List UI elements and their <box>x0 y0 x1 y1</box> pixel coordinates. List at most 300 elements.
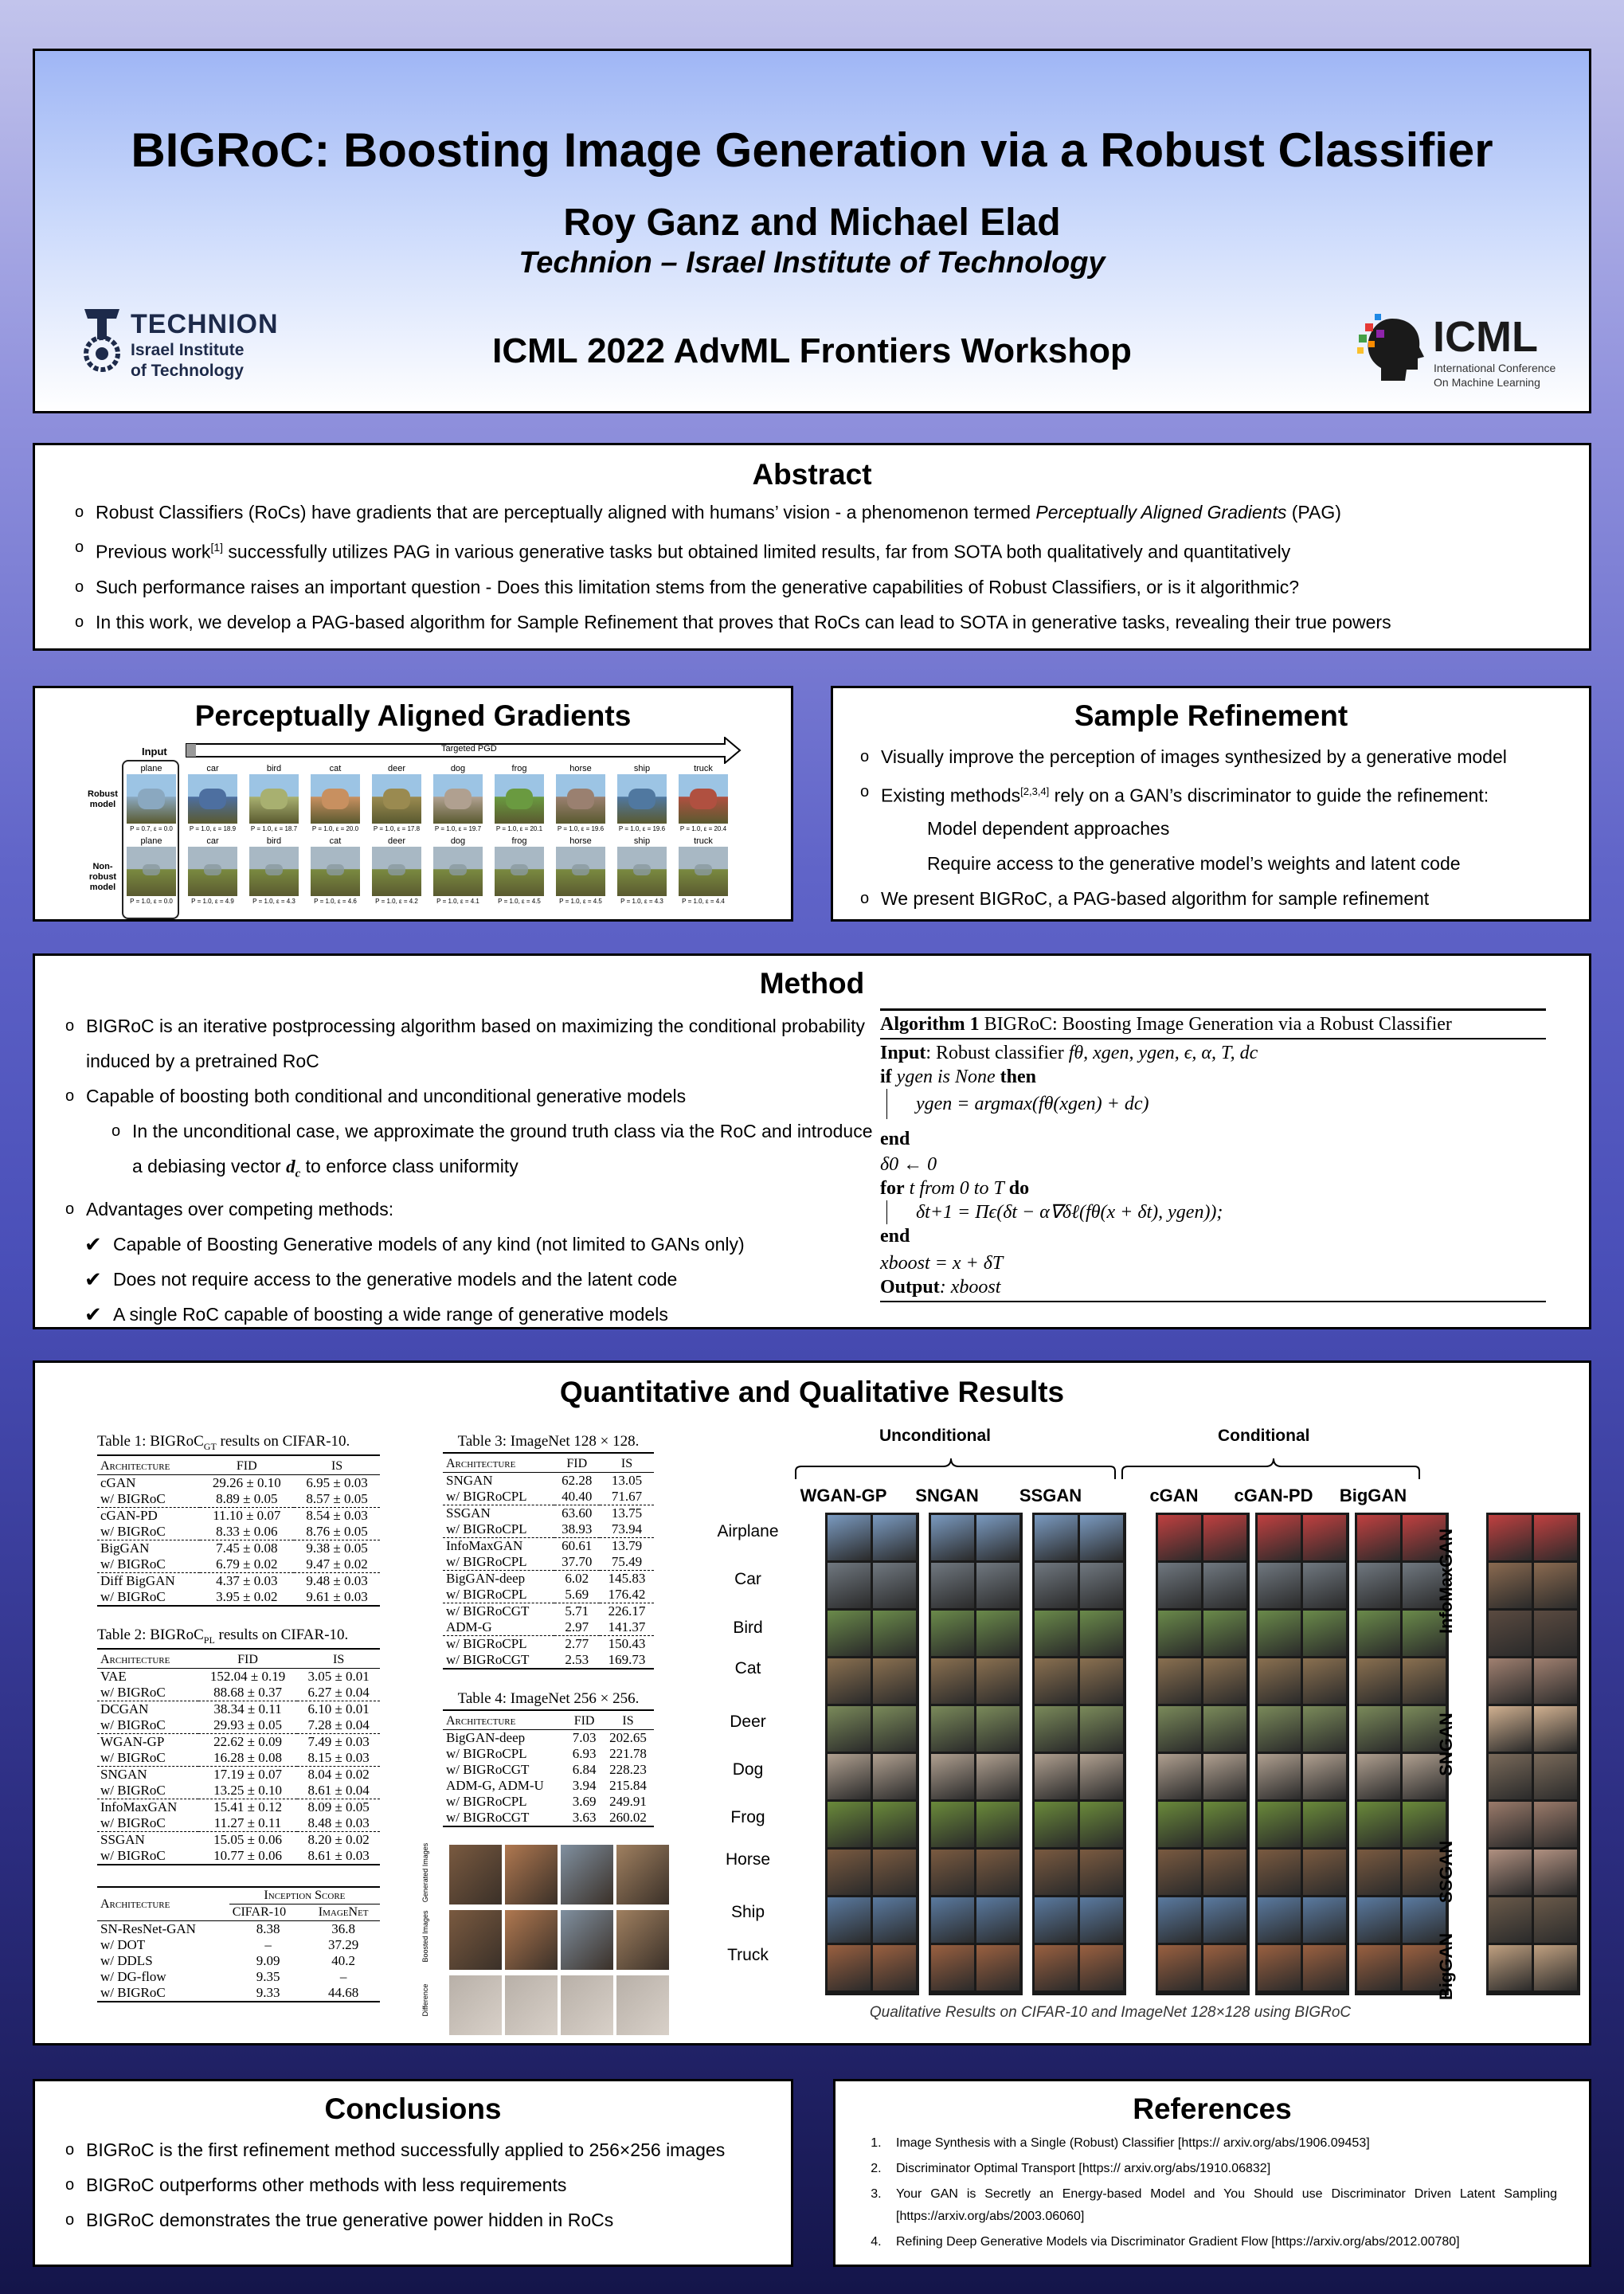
pag-image <box>679 774 728 824</box>
table-cell: w/ BIGRoC <box>100 1588 166 1604</box>
icml-logo-line1: International Conference <box>1434 362 1556 374</box>
qual-column-header: cGAN-PD <box>1234 1486 1313 1505</box>
references-list <box>885 2132 1557 2253</box>
table-row <box>443 1505 654 1522</box>
qual-image <box>1035 1897 1078 1943</box>
abstract-title: Abstract <box>752 458 872 491</box>
table-cell: w/ BIGRoC <box>97 1556 200 1573</box>
table-cell: w/ DDLS <box>100 1953 153 1968</box>
qual-image <box>1258 1897 1301 1943</box>
qual-side-label: InfoMaxGAN <box>1436 1529 1456 1634</box>
table-row <box>443 1571 654 1587</box>
qual-image <box>931 1754 974 1799</box>
table-cell: 6.95 ± 0.03 <box>294 1474 380 1491</box>
table-row <box>443 1473 654 1490</box>
small-grid-image <box>505 1845 558 1904</box>
table-cell: 141.37 <box>600 1619 654 1636</box>
pag-image <box>311 847 360 896</box>
table-cell: 9.61 ± 0.03 <box>306 1588 368 1604</box>
table-cell: w/ BIGRoC <box>97 1783 198 1799</box>
small-grid-label: Boosted Images <box>421 1910 429 1963</box>
table-cell: 150.43 <box>608 1636 646 1651</box>
table-cell: 8.61 ± 0.04 <box>297 1783 380 1799</box>
qual-image <box>1080 1611 1123 1656</box>
table-cell: 88.68 ± 0.37 <box>198 1685 297 1701</box>
qual-image <box>1080 1563 1123 1608</box>
qual-image <box>1158 1563 1201 1608</box>
qual-caption: Qualitative Results on CIFAR-10 and ImageNet 128×128 using BIGRoC <box>869 2004 1352 2021</box>
table-row <box>97 1540 380 1556</box>
qual-image <box>1489 1658 1532 1704</box>
table-cell: 2.77 <box>565 1636 589 1651</box>
pag-image <box>433 847 483 896</box>
pag-caption: P = 1.0, ε = 4.2 <box>375 898 418 905</box>
table-cell: w/ BIGRoC <box>100 1847 166 1863</box>
table-row <box>97 1985 380 2002</box>
table-cell: 2.53 <box>565 1652 589 1667</box>
qual-column-header: cGAN <box>1149 1486 1199 1505</box>
table-cell: 9.09 <box>256 1953 280 1968</box>
table-cell: 9.47 ± 0.02 <box>294 1556 380 1573</box>
table-row <box>443 1794 654 1810</box>
qual-image <box>828 1897 871 1943</box>
method-item: o Advantages over competing methods: <box>57 1192 886 1227</box>
poster-affiliation: Technion – Israel Institute of Technology <box>519 246 1105 280</box>
technion-logo <box>81 304 288 392</box>
table-cell: 10.77 ± 0.06 <box>213 1847 282 1863</box>
qual-image <box>1303 1802 1346 1847</box>
icml-head-icon <box>1357 312 1429 384</box>
table-cell: w/ BIGRoC <box>97 1685 198 1701</box>
table-cell: cGAN-PD <box>100 1507 158 1523</box>
table-row <box>97 1474 380 1491</box>
qual-image <box>828 1754 871 1799</box>
table-cell: 8.54 ± 0.03 <box>306 1507 368 1523</box>
qual-image <box>873 1850 916 1895</box>
icml-logo <box>1357 312 1564 400</box>
pag-caption: P = 1.0, ε = 4.4 <box>682 898 725 905</box>
table-cell: w/ BIGRoC <box>97 1750 198 1767</box>
algorithm-for-body: δt+1 = Πϵ(δt − α∇δℓ(fθ(x + δt), ygen)); <box>886 1200 1546 1224</box>
table-cell: 7.45 ± 0.08 <box>216 1540 278 1556</box>
table-cell: 8.04 ± 0.02 <box>307 1766 370 1782</box>
qual-column-header: SSGAN <box>1019 1486 1082 1505</box>
algorithm-end2: end <box>880 1226 910 1247</box>
qual-image <box>1303 1515 1346 1560</box>
table-cell: VAE <box>97 1668 198 1685</box>
small-grid-image <box>561 1845 613 1904</box>
qual-image <box>1203 1658 1246 1704</box>
qual-image <box>828 1611 871 1656</box>
table-2 <box>97 1627 380 1865</box>
table-cell: 63.60 <box>562 1505 593 1521</box>
algorithm-if-body: ygen = argmax(fθ(xgen) + dc) <box>886 1089 1546 1119</box>
poster-venue: ICML 2022 AdvML Frontiers Workshop <box>492 331 1132 370</box>
method-check-item: ✔ A single RoC capable of boosting a wide range of generative models <box>84 1297 886 1332</box>
pag-class-label: horse <box>569 836 592 846</box>
table-cell: 169.73 <box>608 1652 646 1667</box>
table-cell: w/ BIGRoCGT <box>446 1652 530 1667</box>
table-row <box>97 1921 380 1938</box>
small-grid-image <box>561 1910 613 1970</box>
qual-image <box>828 1945 871 1991</box>
table-cell: 3.94 <box>572 1778 597 1793</box>
table-cell: 13.05 <box>600 1473 654 1490</box>
qual-image <box>1357 1850 1400 1895</box>
technion-logo-line1: Israel Institute <box>131 341 245 359</box>
pag-image <box>433 774 483 824</box>
table-row <box>443 1636 654 1653</box>
pag-caption: P = 0.7, ε = 0.0 <box>130 825 173 832</box>
pag-image <box>188 774 237 824</box>
qual-image <box>1303 1706 1346 1752</box>
qual-row-label: Deer <box>730 1713 766 1731</box>
qual-image <box>976 1850 1019 1895</box>
pag-pgd-label: Targeted PGD <box>441 744 497 754</box>
pag-class-label: dog <box>450 836 466 846</box>
group-unconditional-label: Unconditional <box>879 1427 991 1445</box>
qual-image <box>1258 1802 1301 1847</box>
qual-image <box>931 1802 974 1847</box>
pag-class-label: ship <box>633 836 651 846</box>
qual-image <box>1080 1706 1123 1752</box>
table-cell: 145.83 <box>608 1571 646 1586</box>
qual-image <box>1534 1897 1577 1943</box>
qual-image <box>1258 1658 1301 1704</box>
conclusions-panel <box>33 2079 793 2267</box>
qual-image <box>873 1802 916 1847</box>
group-conditional-label: Conditional <box>1218 1427 1310 1445</box>
table-cell: – <box>339 1969 347 1984</box>
algorithm-if: if ygen is None then <box>880 1067 1036 1087</box>
table-cell: 36.8 <box>307 1921 380 1938</box>
qual-image <box>873 1611 916 1656</box>
pag-caption: P = 1.0, ε = 4.5 <box>498 898 541 905</box>
table-cell: 6.79 ± 0.02 <box>200 1556 295 1573</box>
table-cell: w/ BIGRoC <box>97 1491 200 1508</box>
table-cell: 3.05 ± 0.01 <box>297 1668 380 1685</box>
table-cell: 7.49 ± 0.03 <box>307 1733 370 1749</box>
pag-image <box>495 774 544 824</box>
abstract-item: o Previous work[1] successfully utilizes PAG in various generative tasks but obtained limited results, far from SOTA both qualitatively and quantitatively <box>67 536 1589 563</box>
qual-image <box>828 1563 871 1608</box>
pag-image <box>617 774 667 824</box>
algorithm-box <box>880 1008 1546 1302</box>
table-cell: 8.09 ± 0.05 <box>307 1799 370 1814</box>
qual-image <box>1258 1515 1301 1560</box>
qual-image <box>931 1945 974 1991</box>
qual-image <box>976 1563 1019 1608</box>
qual-column-header: WGAN-GP <box>800 1486 887 1505</box>
algorithm-for: for t from 0 to T do <box>880 1178 1030 1199</box>
table-cell: 8.61 ± 0.03 <box>307 1847 370 1863</box>
pag-class-label: plane <box>140 836 162 846</box>
table-row <box>443 1762 654 1778</box>
qual-row-label: Ship <box>730 1903 765 1921</box>
sample-refinement-item: o Existing methods[2,3,4] rely on a GAN’s discriminator to guide the refinement: <box>852 781 1589 807</box>
table-cell: 16.28 ± 0.08 <box>198 1750 297 1767</box>
algorithm-boost: xboost = x + δT <box>880 1253 1004 1274</box>
qual-side-label: BigGAN <box>1436 1932 1456 2001</box>
qual-image <box>1357 1563 1400 1608</box>
sample-refinement-item: o We present BIGRoC, a PAG-based algorithm for sample refinement <box>852 887 1429 910</box>
qual-image <box>976 1611 1019 1656</box>
conclusion-item: o BIGRoC is the first refinement method successfully applied to 256×256 images <box>57 2139 791 2161</box>
conclusions-title: Conclusions <box>324 2092 502 2125</box>
qual-image <box>931 1563 974 1608</box>
table-cell: w/ BIGRoCPL <box>446 1794 527 1809</box>
table-cell: 38.34 ± 0.11 <box>213 1701 282 1717</box>
table-cell: 6.93 <box>572 1746 597 1761</box>
qual-image <box>1203 1706 1246 1752</box>
table-row <box>443 1489 654 1505</box>
qual-image <box>1080 1658 1123 1704</box>
qual-image <box>1258 1754 1301 1799</box>
table-row <box>97 1783 380 1799</box>
small-grid-image <box>616 1910 669 1970</box>
table-cell: 3.69 <box>572 1794 597 1809</box>
qual-image <box>931 1515 974 1560</box>
qual-image <box>1534 1850 1577 1895</box>
table-cell: 13.79 <box>611 1538 643 1553</box>
table-cell: InfoMaxGAN <box>446 1538 523 1553</box>
table-cell: 11.27 ± 0.11 <box>198 1815 297 1832</box>
sample-refinement-item: o Visually improve the perception of images synthesized by a generative model <box>852 746 1589 768</box>
pag-image <box>249 847 299 896</box>
qual-image <box>828 1802 871 1847</box>
imagenet-small-grid <box>417 1842 672 2040</box>
reference-item: 2. Discriminator Optimal Transport [https:// arxiv.org/abs/1910.06832] <box>885 2158 1557 2180</box>
qual-image <box>828 1850 871 1895</box>
table-row <box>97 1831 380 1848</box>
qual-row-label: Horse <box>725 1850 771 1869</box>
table-cell: Diff BigGAN <box>100 1572 175 1588</box>
table-cell: ADM-G, ADM-U <box>446 1778 544 1793</box>
qual-row-label: Bird <box>733 1619 763 1637</box>
table-cell: 215.84 <box>609 1778 647 1793</box>
table-cell: 75.49 <box>600 1554 654 1571</box>
qual-image <box>1158 1515 1201 1560</box>
pag-caption: P = 1.0, ε = 19.7 <box>434 825 482 832</box>
icml-logo-line2: On Machine Learning <box>1434 376 1540 389</box>
qual-image <box>873 1897 916 1943</box>
small-grid-image <box>449 1845 502 1904</box>
table-cell: 38.93 <box>554 1521 600 1538</box>
small-grid-image <box>616 1975 669 2035</box>
abstract-panel <box>33 443 1591 651</box>
poster-authors: Roy Ganz and Michael Elad <box>563 202 1061 244</box>
qual-image <box>873 1945 916 1991</box>
table-cell: – <box>264 1937 272 1952</box>
sample-refinement-title: Sample Refinement <box>1074 699 1348 732</box>
table-row <box>97 1799 380 1815</box>
qual-image <box>1035 1563 1078 1608</box>
table-cell: 29.93 ± 0.05 <box>198 1717 297 1734</box>
table-1-grid: Architecture FID IS cGAN 29.26 ± 0.10 6.95 ± 0.03 w/ BIGRoC 8.89 ± 0.05 8.57 ± 0.05 cGAN-PD 11.10 ± 0.07 8.54 ± 0.03 w/ BIGRoC 8.33 ± 0.06 8.76 ± 0.05 BigGAN 7.45 ± 0.08 9.38 ± 0.05 w/ BIGRoC 6.79 ± 0.02 9.47 ± 0.02 Diff BigGAN 4.37 ± 0.03 9.48 ± 0.03 w/ BIGRoC 3.95 ± 0.02 9.61 ± 0.03 <box>97 1458 380 1607</box>
table-cell: 3.95 ± 0.02 <box>216 1588 278 1604</box>
table-cell: BigGAN <box>100 1540 150 1556</box>
qual-image <box>1203 1611 1246 1656</box>
small-grid-label: Difference <box>421 1983 429 2017</box>
table-3 <box>443 1433 654 1670</box>
table-4-caption: Table 4: ImageNet 256 × 256. <box>443 1690 654 1711</box>
table-row <box>443 1521 654 1538</box>
table-1-caption: Table 1: BIGRoC$_{GT}$ results on CIFAR-10. <box>97 1433 380 1456</box>
conclusion-item: o BIGRoC demonstrates the true generative power hidden in RoCs <box>57 2209 791 2231</box>
pag-class-label: cat <box>329 836 342 846</box>
table-cell: SSGAN <box>446 1505 491 1521</box>
table-cell: 62.28 <box>554 1473 600 1490</box>
table-cell: BigGAN-deep <box>443 1730 566 1747</box>
qual-image <box>1489 1802 1532 1847</box>
qual-image <box>1534 1754 1577 1799</box>
table-2-grid: Architecture FID IS VAE 152.04 ± 0.19 3.05 ± 0.01 w/ BIGRoC 88.68 ± 0.37 6.27 ± 0.04 DCGAN 38.34 ± 0.11 6.10 ± 0.01 w/ BIGRoC 29.93 ± 0.05 7.28 ± 0.04 WGAN-GP 22.62 ± 0.09 7.49 ± 0.03 w/ BIGRoC 16.28 ± 0.08 8.15 ± 0.03 SNGAN 17.19 ± 0.07 8.04 ± 0.02 w/ BIGRoC 13.25 ± 0.10 8.61 ± 0.04 InfoMaxGAN 15.41 ± 0.12 8.09 ± 0.05 w/ BIGRoC 11.27 ± 0.11 8.48 ± 0.03 SSGAN 15.05 ± 0.06 8.20 ± 0.02 w/ BIGRoC 10.77 ± 0.06 8.61 ± 0.03 <box>97 1652 380 1865</box>
table-cell: 29.26 ± 0.10 <box>200 1474 295 1491</box>
qual-image <box>1534 1658 1577 1704</box>
qual-image <box>1158 1897 1201 1943</box>
table-row <box>97 1556 380 1573</box>
qual-row-label: Cat <box>734 1659 761 1677</box>
conclusion-item: o BIGRoC outperforms other methods with less requirements <box>57 2174 791 2196</box>
table-row <box>443 1538 654 1555</box>
table-cell: 44.68 <box>328 1985 359 2000</box>
qual-image <box>1080 1850 1123 1895</box>
qual-image <box>1158 1611 1201 1656</box>
pag-class-label: deer <box>387 836 406 846</box>
qual-image <box>1203 1945 1246 1991</box>
qual-image <box>976 1897 1019 1943</box>
table-row <box>443 1652 654 1669</box>
table-row <box>97 1701 380 1717</box>
pag-image <box>495 847 544 896</box>
pag-image <box>249 774 299 824</box>
header-panel <box>33 49 1591 413</box>
table-2-caption: Table 2: BIGRoC$_{PL}$ results on CIFAR-10. <box>97 1627 380 1650</box>
qual-image <box>1303 1945 1346 1991</box>
table-row <box>97 1507 380 1524</box>
table-cell: 37.29 <box>328 1937 359 1952</box>
qual-image <box>1080 1897 1123 1943</box>
pag-image <box>556 847 605 896</box>
table-cell: 7.28 ± 0.04 <box>297 1717 380 1734</box>
qual-image <box>931 1706 974 1752</box>
qual-row-label: Dog <box>732 1760 764 1779</box>
technion-emblem-icon <box>81 307 123 374</box>
qual-image <box>1489 1706 1532 1752</box>
table-3-caption: Table 3: ImageNet 128 × 128. <box>443 1433 654 1454</box>
table-row <box>97 1717 380 1734</box>
abstract-item: o Such performance raises an important question - Does this limitation stems from the generative capabilities of Robust Classifiers, or is it algorithmic? <box>67 576 1589 598</box>
qual-image <box>873 1515 916 1560</box>
pag-caption: P = 1.0, ε = 20.1 <box>495 825 543 832</box>
table-row <box>97 1937 380 1953</box>
qual-image <box>873 1658 916 1704</box>
pag-row2-label: Non- robust model <box>88 862 117 892</box>
qual-image <box>1158 1658 1201 1704</box>
qual-image <box>1080 1945 1123 1991</box>
method-check-item: ✔ Capable of Boosting Generative models of any kind (not limited to GANs only) <box>84 1227 886 1262</box>
qual-image <box>1489 1515 1532 1560</box>
table-cell: 6.02 <box>565 1571 589 1586</box>
table-cell: 15.41 ± 0.12 <box>213 1799 282 1814</box>
small-grid-image <box>505 1910 558 1970</box>
pag-caption: P = 1.0, ε = 4.5 <box>559 898 602 905</box>
table-row <box>443 1619 654 1636</box>
pag-caption: P = 1.0, ε = 4.3 <box>620 898 663 905</box>
qual-image <box>1035 1754 1078 1799</box>
pag-image <box>372 774 421 824</box>
pag-image <box>556 774 605 824</box>
method-title: Method <box>759 967 865 1000</box>
pag-caption: P = 1.0, ε = 19.6 <box>557 825 605 832</box>
sample-refinement-list <box>852 746 1589 807</box>
table-row <box>97 1953 380 1969</box>
pag-caption: P = 1.0, ε = 4.3 <box>252 898 295 905</box>
table-cell: ADM-G <box>443 1619 554 1636</box>
table-cell: 40.2 <box>331 1953 356 1968</box>
table-inception <box>97 1886 380 2002</box>
technion-logo-name: TECHNION <box>131 309 279 339</box>
pag-class-label: truck <box>694 836 713 846</box>
abstract-item: o In this work, we develop a PAG-based algorithm for Sample Refinement that proves that RoCs can lead to SOTA in generative tasks, revealing their true powers <box>67 611 1589 633</box>
method-bullets <box>57 1008 886 1332</box>
pag-class-label: deer <box>387 764 406 773</box>
table-cell: 8.33 ± 0.06 <box>200 1524 295 1540</box>
table-cell: SNGAN <box>100 1766 147 1782</box>
qual-image <box>976 1754 1019 1799</box>
pag-image <box>617 847 667 896</box>
table-cell: 2.97 <box>554 1619 600 1636</box>
method-item: o BIGRoC is an iterative postprocessing algorithm based on maximizing the conditional probability induced by a pretrained RoC <box>57 1008 886 1078</box>
technion-logo-line2: of Technology <box>131 362 244 380</box>
table-3-grid: Architecture FID IS SNGAN 62.28 13.05 w/ BIGRoCPL 40.40 71.67 SSGAN 63.60 13.75 w/ BIGRoCPL 38.93 73.94 InfoMaxGAN 60.61 13.79 w/ BIGRoCPL 37.70 75.49 BigGAN-deep 6.02 145.83 w/ BIGRoCPL 5.69 176.42 w/ BIGRoCGT 5.71 226.17 ADM-G 2.97 141.37 w/ BIGRoCPL 2.77 150.43 w/ BIGRoCGT 2.53 169.73 <box>443 1456 654 1670</box>
qual-image <box>931 1897 974 1943</box>
table-cell: BigGAN-deep <box>446 1571 526 1586</box>
table-cell: 8.15 ± 0.03 <box>297 1750 380 1767</box>
qual-image <box>1303 1850 1346 1895</box>
qual-image <box>1303 1611 1346 1656</box>
qual-image <box>1357 1897 1400 1943</box>
pag-image <box>127 774 176 824</box>
table-cell: 8.20 ± 0.02 <box>307 1831 370 1847</box>
qual-image <box>1303 1754 1346 1799</box>
qual-image <box>1303 1563 1346 1608</box>
qual-image <box>1357 1658 1400 1704</box>
qual-image <box>976 1515 1019 1560</box>
table-cell: 226.17 <box>608 1603 646 1619</box>
pag-class-label: bird <box>266 764 282 773</box>
table-cell: w/ BIGRoCPL <box>443 1489 554 1505</box>
qual-image <box>1258 1706 1301 1752</box>
pag-class-label: horse <box>569 764 592 773</box>
qual-image <box>1357 1802 1400 1847</box>
table-cell: 152.04 ± 0.19 <box>198 1668 297 1685</box>
table-cell: 6.27 ± 0.04 <box>297 1685 380 1701</box>
qual-image <box>1357 1754 1400 1799</box>
table-cell: w/ BIGRoCPL <box>443 1554 554 1571</box>
pag-class-label: ship <box>633 764 651 773</box>
pag-class-label: frog <box>511 836 527 846</box>
qual-image <box>1035 1850 1078 1895</box>
algorithm-header: Algorithm 1 BIGRoC: Boosting Image Generation via a Robust Classifier <box>880 1008 1546 1039</box>
small-grid-image <box>449 1910 502 1970</box>
table-cell: 6.10 ± 0.01 <box>307 1701 370 1717</box>
table-cell: w/ BIGRoCPL <box>446 1636 527 1651</box>
sample-refinement-panel <box>831 686 1591 922</box>
table-cell: SN-ResNet-GAN <box>97 1921 229 1938</box>
qual-image <box>976 1658 1019 1704</box>
icml-logo-name: ICML <box>1433 313 1538 361</box>
